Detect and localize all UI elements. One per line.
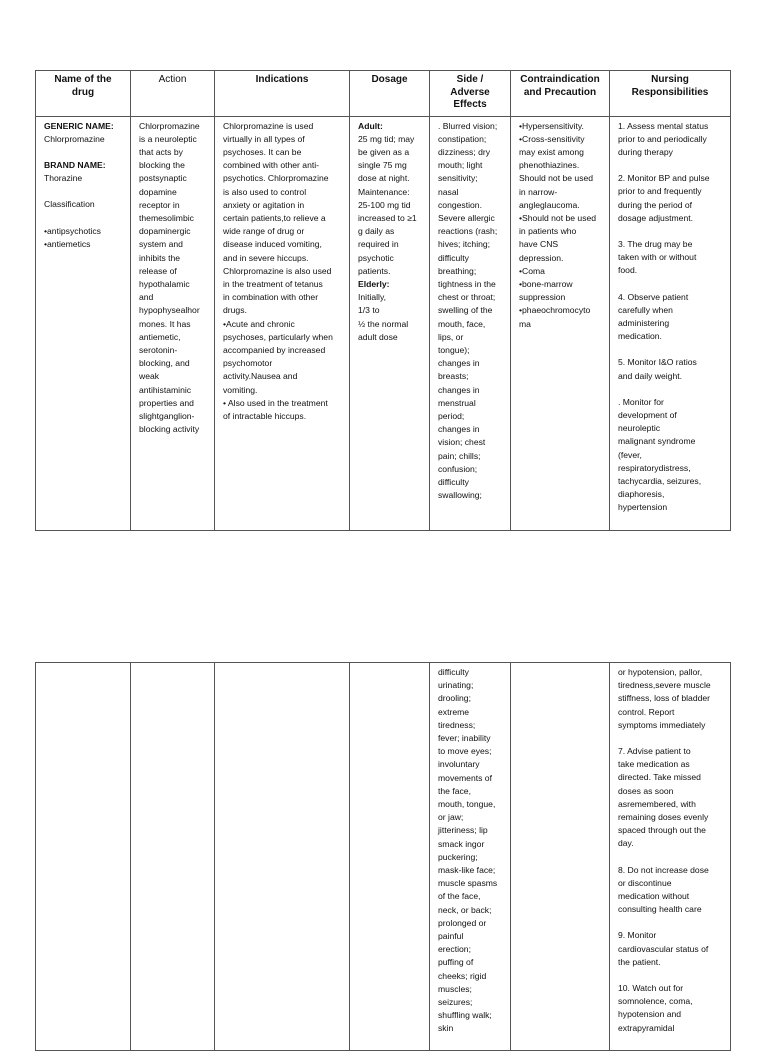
- text-line: blocking activity: [139, 424, 200, 435]
- text-line: mouth, face,: [438, 318, 486, 329]
- dosage-elderly-text: [358, 291, 425, 344]
- text-line: wide range of drug or: [223, 226, 305, 237]
- text-line: in narrow-: [519, 186, 558, 197]
- text-line: accompanied by increased: [223, 344, 326, 355]
- header-dosage-label: Dosage: [371, 74, 408, 85]
- text-line: puffing of: [438, 957, 474, 968]
- text-line: involuntary: [438, 759, 480, 770]
- text-line: fever; inability: [438, 733, 491, 744]
- text-line: antiemetic,: [139, 331, 181, 342]
- text-line: chest or throat;: [438, 292, 496, 303]
- cell-dosage: [350, 116, 430, 530]
- text-line: Severe allergic: [438, 212, 495, 223]
- text-line: congestion.: [438, 199, 482, 210]
- text-line: breasts;: [438, 371, 469, 382]
- table-row: [36, 116, 731, 530]
- text-line: anxiety or agitation in: [223, 199, 305, 210]
- text-line: during therapy: [618, 146, 673, 157]
- text-line: administering: [618, 317, 670, 328]
- text-line: blocking, and: [139, 358, 190, 369]
- classification-item: •antipsychotics: [44, 225, 101, 236]
- text-line: angleglaucoma.: [519, 199, 580, 210]
- text-line: shuffling walk;: [438, 1010, 492, 1021]
- text-line: 25-100 mg tid: [358, 199, 411, 210]
- cell-dosage-empty: [350, 663, 430, 1051]
- text-line: tightness in the: [438, 278, 496, 289]
- text-line: and daily weight.: [618, 370, 683, 381]
- classification-label: Classification: [44, 199, 95, 210]
- text-line: certain patients,to relieve a: [223, 212, 326, 223]
- nursing-item: [618, 120, 726, 160]
- text-line: phenothiazines.: [519, 160, 580, 171]
- text-line: drooling;: [438, 693, 471, 704]
- text-line: weak: [139, 371, 160, 382]
- header-contra-line: and Precaution: [523, 86, 597, 98]
- text-line: hypotension and: [618, 1009, 682, 1020]
- text-line: mask-like face;: [438, 865, 496, 876]
- text-line: disease induced vomiting,: [223, 239, 322, 250]
- text-line: . Monitor for: [618, 396, 664, 407]
- text-line: themesolimbic: [139, 212, 194, 223]
- text-line: or hypotension, pallor,: [618, 667, 703, 677]
- nursing-item: [618, 929, 726, 969]
- nursing-item: [618, 864, 726, 917]
- text-line: puckering;: [438, 851, 478, 862]
- nursing-item: [618, 745, 726, 851]
- text-line: reactions (rash;: [438, 226, 498, 237]
- text-line: serotonin-: [139, 344, 178, 355]
- text-line: •Coma: [519, 265, 545, 276]
- text-line: nasal: [438, 186, 459, 197]
- text-line: inhibits the: [139, 252, 181, 263]
- text-line: Chlorpromazine: [139, 120, 200, 131]
- text-line: and: [139, 292, 154, 303]
- header-side-line: Side /: [456, 74, 484, 85]
- text-line: swallowing;: [438, 490, 482, 501]
- cell-contraindications: [511, 116, 610, 530]
- text-line: cheeks; rigid: [438, 970, 487, 981]
- text-line: •Acute and chronic: [223, 318, 295, 329]
- drug-study-table-continued: [35, 662, 731, 1051]
- text-line: (fever,: [618, 449, 642, 460]
- header-contra-line: Contraindication: [520, 74, 600, 85]
- text-line: required in: [358, 239, 399, 250]
- text-line: dizziness; dry: [438, 146, 491, 157]
- text-line: psychotics. Chlorpromazine: [223, 173, 329, 184]
- text-line: development of: [618, 409, 677, 420]
- nursing-item: [618, 982, 726, 1035]
- header-contraindication: [511, 71, 610, 117]
- text-line: stiffness, loss of bladder: [618, 693, 711, 704]
- header-name-line: Name of the: [54, 74, 112, 85]
- text-line: 2. Monitor BP and pulse: [618, 173, 710, 184]
- text-line: depression.: [519, 252, 564, 263]
- generic-name-label: GENERIC NAME:: [44, 120, 114, 131]
- nursing-item: [618, 291, 726, 344]
- text-line: have CNS: [519, 239, 559, 250]
- cell-indications: [215, 116, 350, 530]
- header-row: [36, 71, 731, 117]
- text-line: constipation;: [438, 133, 487, 144]
- text-line: confusion;: [438, 463, 478, 474]
- text-line: 7. Advise patient to: [618, 746, 691, 757]
- text-line: •bone-marrow: [519, 278, 573, 289]
- text-line: somnolence, coma,: [618, 996, 693, 1007]
- text-line: 10. Watch out for: [618, 983, 684, 994]
- text-line: of intractable hiccups.: [223, 410, 307, 421]
- text-line: Initially,: [358, 292, 387, 303]
- text-line: day.: [618, 838, 634, 849]
- text-line: •phaeochromocyto: [519, 305, 591, 316]
- text-line: ½ the normal: [358, 318, 409, 329]
- header-dosage: [350, 71, 430, 117]
- text-line: remaining doses evenly: [618, 812, 709, 823]
- text-line: vision; chest: [438, 437, 486, 448]
- text-line: mouth, tongue,: [438, 799, 496, 810]
- nursing-item: [618, 396, 726, 515]
- text-line: control. Report: [618, 706, 675, 717]
- text-line: changes in: [438, 358, 480, 369]
- text-line: cardiovascular status of: [618, 943, 709, 954]
- text-line: sensitivity;: [438, 173, 478, 184]
- text-line: Chlorpromazine is used: [223, 120, 314, 131]
- text-line: extreme: [438, 706, 470, 717]
- text-line: asremembered, with: [618, 798, 696, 809]
- text-line: patients.: [358, 265, 391, 276]
- text-line: Should not be used: [519, 173, 594, 184]
- text-line: medication without: [618, 891, 690, 902]
- nursing-item: [618, 238, 726, 278]
- header-side-line: Effects: [453, 99, 487, 110]
- text-line: movements of: [438, 772, 492, 783]
- text-line: virtually in all types of: [223, 133, 305, 144]
- text-line: single 75 mg: [358, 160, 407, 171]
- text-line: prolonged or: [438, 917, 487, 928]
- text-line: lips, or: [438, 331, 464, 342]
- text-line: urinating;: [438, 680, 474, 691]
- header-action: [131, 71, 215, 117]
- text-line: carefully when: [618, 304, 673, 315]
- text-line: hives; itching;: [438, 239, 491, 250]
- cell-nursing-continued: [610, 663, 731, 1051]
- text-line: erection;: [438, 944, 471, 955]
- text-line: vomiting.: [223, 384, 258, 395]
- text-line: suppression: [519, 292, 566, 303]
- text-line: breathing;: [438, 265, 477, 276]
- classification-item: •antiemetics: [44, 238, 91, 249]
- text-line: or discontinue: [618, 877, 672, 888]
- text-line: jitteriness; lip: [438, 825, 488, 836]
- text-line: properties and: [139, 397, 194, 408]
- text-line: or jaw;: [438, 812, 464, 823]
- cell-drug-name-empty: [36, 663, 131, 1051]
- header-action-label: Action: [158, 74, 187, 85]
- text-line: menstrual: [438, 397, 476, 408]
- text-line: dopaminergic: [139, 226, 191, 237]
- drug-study-table: [35, 70, 731, 531]
- header-nursing-line: Responsibilities: [631, 86, 709, 98]
- cell-action: [131, 116, 215, 530]
- text-line: dose at night.: [358, 173, 410, 184]
- nursing-item: [618, 666, 726, 732]
- header-indications-label: Indications: [255, 74, 309, 85]
- text-line: mouth; light: [438, 160, 483, 171]
- text-line: and in severe hiccups.: [223, 252, 309, 263]
- text-line: muscle spasms: [438, 878, 498, 889]
- text-line: antihistaminic: [139, 384, 192, 395]
- text-line: during the period of: [618, 199, 693, 210]
- text-line: doses as soon: [618, 785, 674, 796]
- text-line: hypothalamic: [139, 278, 190, 289]
- text-line: neuroleptic: [618, 423, 661, 434]
- text-line: that acts by: [139, 146, 183, 157]
- text-line: swelling of the: [438, 305, 493, 316]
- text-line: neck, or back;: [438, 904, 492, 915]
- text-line: may exist among: [519, 146, 584, 157]
- text-line: spaced through out the: [618, 825, 706, 836]
- text-line: directed. Take missed: [618, 772, 701, 783]
- header-nursing: [610, 71, 731, 117]
- text-line: pain; chills;: [438, 450, 481, 461]
- text-line: tongue);: [438, 344, 470, 355]
- text-line: in combination with other: [223, 292, 319, 303]
- text-line: activity.Nausea and: [223, 371, 298, 382]
- text-line: be given as a: [358, 146, 410, 157]
- cell-action-empty: [131, 663, 215, 1051]
- text-line: Maintenance:: [358, 186, 410, 197]
- text-line: tiredness,severe muscle: [618, 680, 711, 691]
- cell-side-effects-continued: [430, 663, 511, 1051]
- text-line: the patient.: [618, 956, 661, 967]
- text-line: difficulty: [438, 252, 469, 263]
- text-line: dosage adjustment.: [618, 212, 694, 223]
- text-line: postsynaptic: [139, 173, 187, 184]
- text-line: tiredness;: [438, 719, 476, 730]
- header-nursing-line: Nursing: [651, 74, 689, 85]
- text-line: period;: [438, 410, 465, 421]
- text-line: system and: [139, 239, 183, 250]
- text-line: •Cross-sensitivity: [519, 133, 585, 144]
- header-side-line: Adverse: [450, 86, 490, 98]
- text-line: . Blurred vision;: [438, 120, 498, 131]
- text-line: •Should not be used: [519, 212, 597, 223]
- text-line: of the face,: [438, 891, 481, 902]
- cell-indications-empty: [215, 663, 350, 1051]
- text-line: Chlorpromazine is also used: [223, 265, 332, 276]
- header-name-line: drug: [71, 86, 95, 98]
- text-line: slightganglion-: [139, 410, 195, 421]
- text-line: increased to ≥1: [358, 212, 417, 223]
- cell-side-effects: [430, 116, 511, 530]
- text-line: taken with or without: [618, 252, 697, 263]
- text-line: is also used to control: [223, 186, 307, 197]
- text-line: painful: [438, 931, 464, 942]
- dosage-adult-text: [358, 133, 425, 278]
- text-line: diaphoresis,: [618, 489, 665, 500]
- text-line: 25 mg tid; may: [358, 133, 415, 144]
- text-line: hypophysealhor: [139, 305, 200, 316]
- text-line: changes in: [438, 424, 480, 435]
- text-line: 3. The drug may be: [618, 238, 693, 249]
- text-line: combined with other anti-: [223, 160, 320, 171]
- text-line: blocking the: [139, 160, 185, 171]
- text-line: dopamine: [139, 186, 177, 197]
- text-line: food.: [618, 265, 638, 276]
- text-line: 5. Monitor I&O ratios: [618, 357, 697, 368]
- header-indications: [215, 71, 350, 117]
- text-line: 9. Monitor: [618, 930, 657, 941]
- text-line: consulting health care: [618, 904, 702, 915]
- header-name-of-drug: [36, 71, 131, 117]
- text-line: 4. Observe patient: [618, 291, 689, 302]
- text-line: • Also used in the treatment: [223, 397, 328, 408]
- text-line: respiratorydistress,: [618, 462, 691, 473]
- text-line: seizures;: [438, 997, 473, 1008]
- text-line: prior to and periodically: [618, 133, 707, 144]
- text-line: changes in: [438, 384, 480, 395]
- cell-drug-name: [36, 116, 131, 530]
- text-line: is a neuroleptic: [139, 133, 197, 144]
- generic-name-value: Chlorpromazine: [44, 133, 105, 144]
- text-line: mones. It has: [139, 318, 191, 329]
- text-line: psychotic: [358, 252, 394, 263]
- text-line: prior to and frequently: [618, 186, 702, 197]
- header-side-effects: [430, 71, 511, 117]
- text-line: psychoses, particularly when: [223, 331, 333, 342]
- brand-name-value: Thorazine: [44, 173, 83, 184]
- dosage-elderly-label: Elderly:: [358, 278, 390, 289]
- text-line: in patients who: [519, 226, 577, 237]
- nursing-item: [618, 356, 726, 382]
- brand-name-label: BRAND NAME:: [44, 159, 106, 170]
- text-line: drugs.: [223, 305, 247, 316]
- text-line: difficulty: [438, 476, 469, 487]
- nursing-item: [618, 172, 726, 225]
- cell-contraindications-empty: [511, 663, 610, 1051]
- dosage-adult-label: Adult:: [358, 120, 383, 131]
- text-line: psychomotor: [223, 358, 273, 369]
- text-line: 1/3 to: [358, 305, 380, 316]
- text-line: psychoses. It can be: [223, 146, 302, 157]
- text-line: g daily as: [358, 226, 395, 237]
- text-line: medication.: [618, 331, 662, 342]
- text-line: receptor in: [139, 199, 180, 210]
- text-line: 8. Do not increase dose: [618, 864, 709, 875]
- text-line: release of: [139, 265, 177, 276]
- text-line: •Hypersensitivity.: [519, 120, 584, 131]
- text-line: symptoms immediately: [618, 719, 706, 730]
- text-line: to move eyes;: [438, 746, 492, 757]
- text-line: muscles;: [438, 983, 472, 994]
- text-line: the face,: [438, 785, 471, 796]
- text-line: 1. Assess mental status: [618, 120, 709, 131]
- cell-nursing: [610, 116, 731, 530]
- text-line: smack ingor: [438, 838, 485, 849]
- table-row: [36, 663, 731, 1051]
- text-line: take medication as: [618, 759, 690, 770]
- text-line: adult dose: [358, 331, 398, 342]
- text-line: malignant syndrome: [618, 436, 696, 447]
- text-line: skin: [438, 1023, 454, 1034]
- text-line: tachycardia, seizures,: [618, 475, 702, 486]
- text-line: ma: [519, 318, 531, 329]
- text-line: in the treatment of tetanus: [223, 278, 323, 289]
- text-line: extrapyramidal: [618, 1022, 675, 1033]
- text-line: difficulty: [438, 667, 469, 677]
- text-line: hypertension: [618, 502, 668, 513]
